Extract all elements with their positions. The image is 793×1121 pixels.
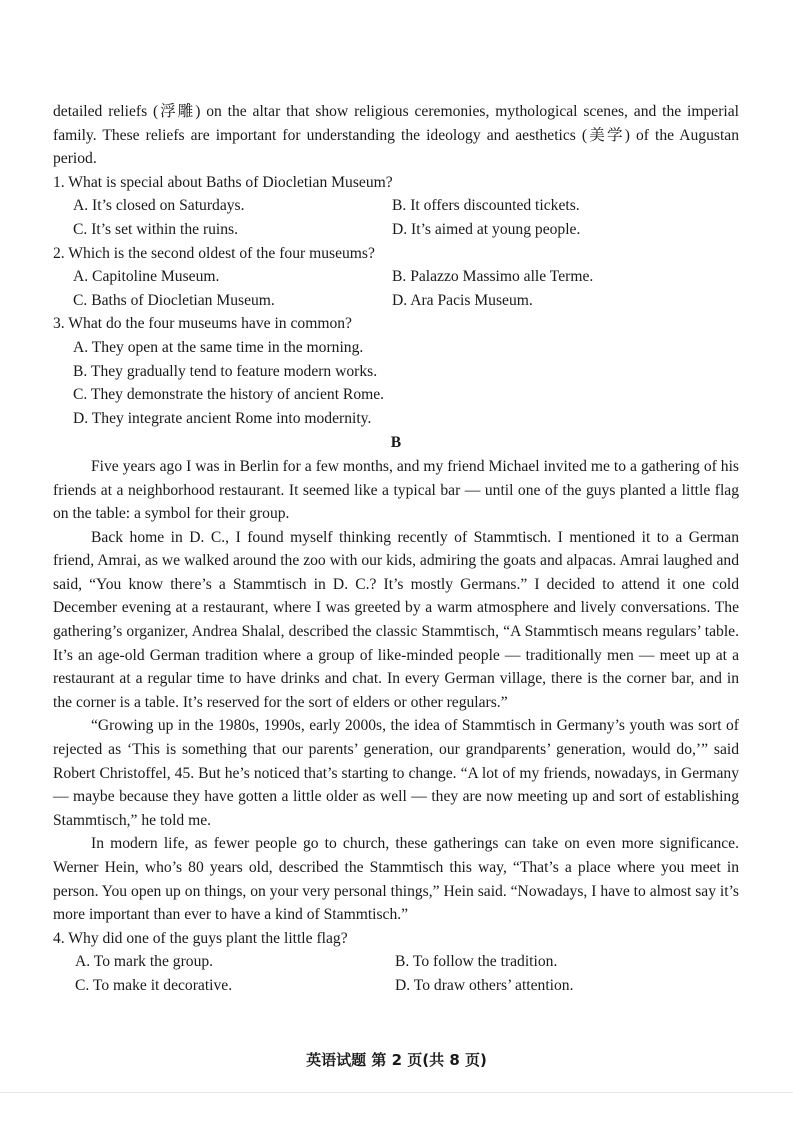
options-list	[53, 336, 739, 430]
section-heading: B	[390, 434, 402, 452]
question-stem: 2. Which is the second oldest of the four museums?	[53, 244, 375, 262]
option-b: B. Palazzo Massimo alle Terme.	[392, 268, 594, 286]
option-c: C. To make it decorative.	[75, 976, 233, 994]
option-b: B. It offers discounted tickets.	[392, 197, 580, 215]
page-body	[53, 100, 739, 998]
options-grid	[53, 950, 739, 997]
question-block	[53, 171, 739, 242]
option-c: C. They demonstrate the history of ancient Rome.	[73, 386, 385, 404]
option-d: D. Ara Pacis Museum.	[392, 291, 533, 309]
option-a: A. It’s closed on Saturdays.	[73, 197, 245, 215]
option-a: A. To mark the group.	[75, 953, 214, 971]
passage-a-tail: detailed reliefs (浮雕) on the altar that show religious ceremonies, mythological scenes, and the imperial family. These reliefs are important for understanding the ideology and aesthetics (美学) of the Augustan period.	[53, 103, 739, 168]
option-c: C. It’s set within the ruins.	[73, 220, 239, 238]
page-footer: 英语试题 第 2 页(共 8 页)	[306, 1051, 487, 1069]
option-b: B. To follow the tradition.	[395, 953, 558, 971]
option-d: D. To draw others’ attention.	[395, 976, 574, 994]
options-grid	[53, 194, 739, 241]
question-stem: 1. What is special about Baths of Diocletian Museum?	[53, 173, 393, 191]
question-block	[53, 242, 739, 313]
passage-b-paragraph: In modern life, as fewer people go to church, these gatherings can take on even more significance. Werner Hein, who’s 80 years old, described the Stammtisch this way, “That’s a place where you meet in person. You open up on things, on your very personal things,” Hein said. “Nowadays, I have to almost say it’s more important than ever to have a kind of Stammtisch.”	[53, 835, 739, 924]
option-a: A. Capitoline Museum.	[73, 268, 220, 286]
option-a: A. They open at the same time in the morning.	[73, 338, 364, 356]
bottom-divider	[0, 1092, 793, 1093]
passage-b-paragraph: “Growing up in the 1980s, 1990s, early 2000s, the idea of Stammtisch in Germany’s youth was sort of rejected as ‘This is something that our parents’ generation, our grandparents’ generation, would do,’” said Robert Christoffel, 45. But he’s noticed that’s starting to change. “A lot of my friends, nowadays, in Germany — maybe because they have gotten a little older as well — they are now meeting up and sort of establishing Stammtisch,” he told me.	[53, 717, 739, 829]
option-b: B. They gradually tend to feature modern works.	[73, 362, 378, 380]
options-grid	[53, 265, 739, 312]
option-c: C. Baths of Diocletian Museum.	[73, 291, 275, 309]
passage-b-paragraph: Back home in D. C., I found myself thinking recently of Stammtisch. I mentioned it to a German friend, Amrai, as we walked around the zoo with our kids, admiring the goats and alpacas. Amrai laughed and said, “You know there’s a Stammtisch in D. C.? It’s mostly Germans.” I decided to attend it one cold December evening at a restaurant, where I was greeted by a warm atmosphere and lively conversations. The gathering’s organizer, Andrea Shalal, described the classic Stammtisch, “A Stammtisch means regulars’ table. It’s an age-old German tradition where a group of like-minded people — traditionally men — meet up at a restaurant at a regular time to have drinks and chat. In every German village, there is the corner bar, and in the corner is a table. It’s reserved for the sort of elders or other regulars.”	[53, 528, 739, 711]
option-d: D. They integrate ancient Rome into modernity.	[73, 409, 372, 427]
passage-b-paragraph: Five years ago I was in Berlin for a few months, and my friend Michael invited me to a gathering of his friends at a neighborhood restaurant. It seemed like a typical bar — until one of the guys planted a little flag on the table: a symbol for their group.	[53, 457, 739, 523]
question-block	[53, 927, 739, 998]
option-d: D. It’s aimed at young people.	[392, 220, 581, 238]
question-stem: 4. Why did one of the guys plant the little flag?	[53, 929, 348, 947]
question-stem: 3. What do the four museums have in common?	[53, 315, 352, 333]
question-block	[53, 312, 739, 430]
